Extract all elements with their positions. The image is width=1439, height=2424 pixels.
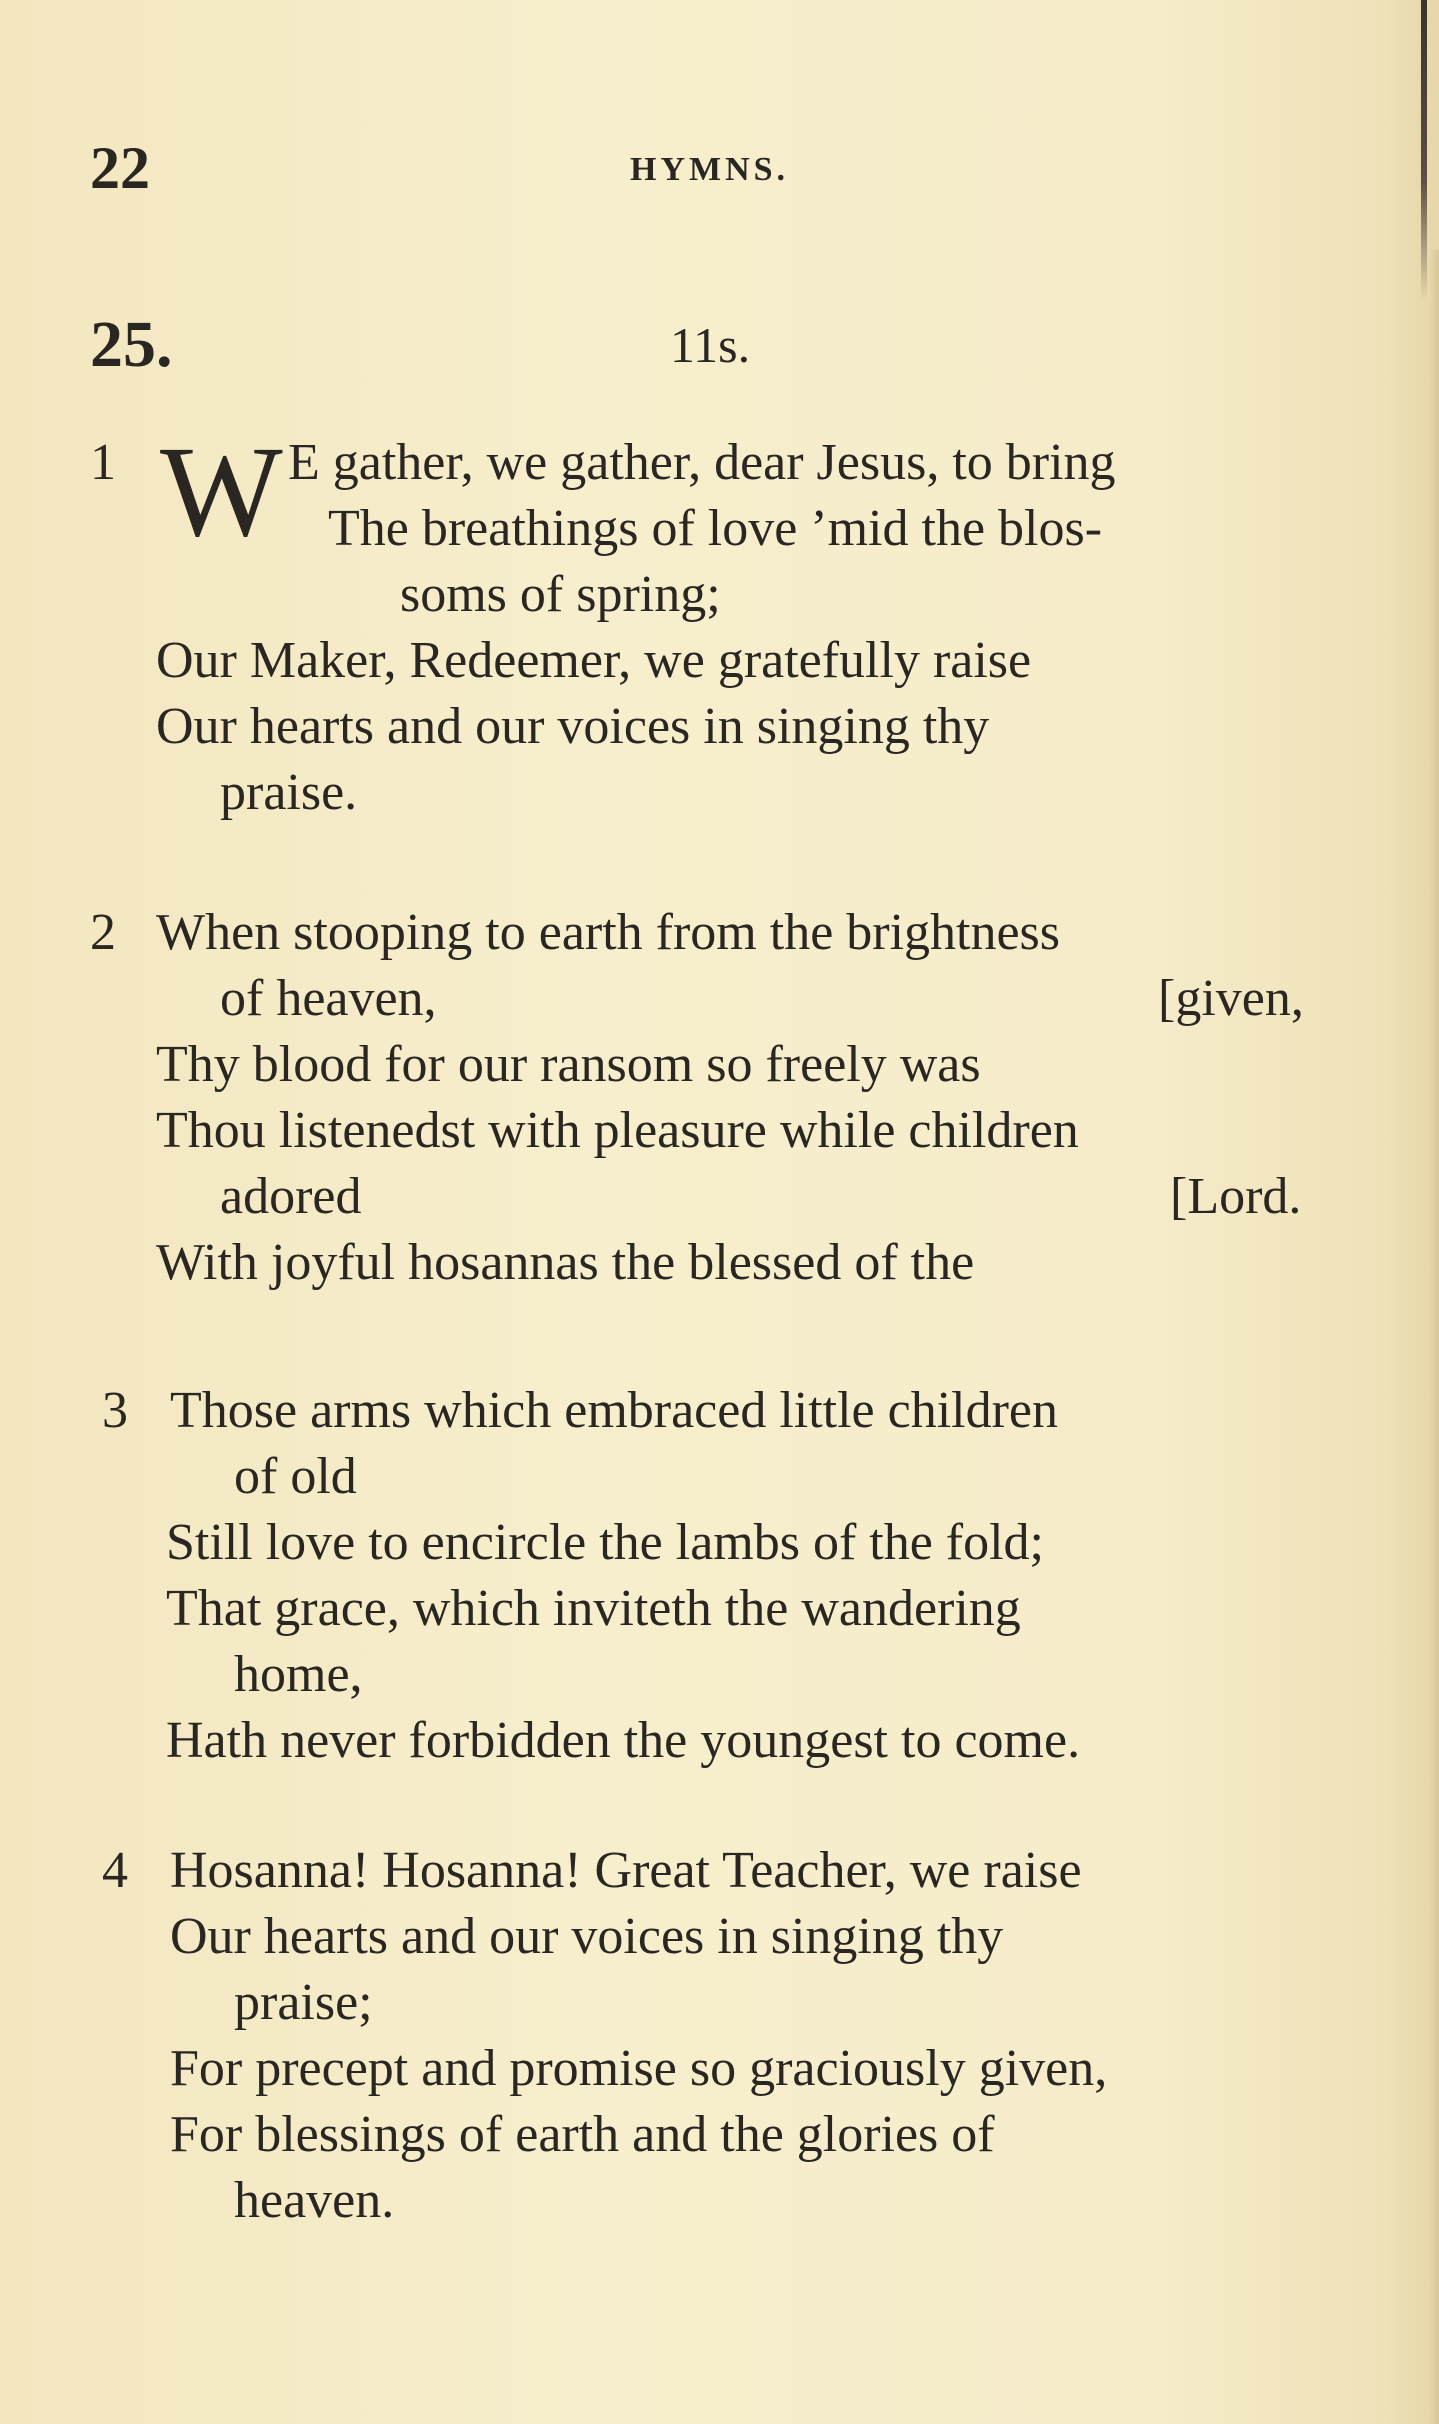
verse-line: of old — [234, 1448, 357, 1505]
hymn-number: 25. — [90, 308, 173, 381]
verse-line: adored — [220, 1168, 362, 1225]
verse-line: When stooping to earth from the brightness — [156, 904, 1061, 961]
verse-line: That grace, which inviteth the wandering — [166, 1580, 1021, 1637]
stanza-1 — [90, 420, 1350, 830]
verse-line: E gather, we gather, dear Jesus, to bring — [288, 434, 1116, 491]
stanza-number: 4 — [102, 1842, 128, 1899]
stanza-4 — [90, 1838, 1350, 2238]
stanza-2 — [90, 900, 1350, 1300]
page-number: 22 — [90, 135, 150, 201]
drop-cap: W — [160, 420, 283, 564]
hymn-meter: 11s. — [670, 317, 751, 373]
verse-line: Still love to encircle the lambs of the fold; — [166, 1514, 1045, 1571]
verse-line: Thou listenedst with pleasure while children — [156, 1102, 1079, 1159]
verse-line: Thy blood for our ransom so freely was — [156, 1036, 981, 1093]
verse-line: With joyful hosannas the blessed of the — [156, 1234, 975, 1291]
page-edge-shadow — [1421, 0, 1427, 300]
verse-line: Our hearts and our voices in singing thy — [156, 698, 990, 755]
verse-line: [given, — [1158, 970, 1304, 1027]
verse-line: Hath never forbidden the youngest to come. — [166, 1712, 1081, 1769]
stanza-number: 3 — [102, 1382, 128, 1439]
page-edge-gutter — [1429, 250, 1439, 2424]
hymn-heading — [90, 300, 1370, 390]
stanza-number: 1 — [90, 434, 116, 491]
stanza-number: 2 — [90, 904, 116, 961]
stanza-3 — [90, 1378, 1350, 1778]
verse-line: Our Maker, Redeemer, we gratefully raise — [156, 632, 1032, 689]
running-head — [90, 128, 1370, 208]
verse-line: Hosanna! Hosanna! Great Teacher, we raise — [170, 1842, 1082, 1899]
verse-line: praise; — [234, 1974, 373, 2031]
verse-line: [Lord. — [1170, 1168, 1302, 1225]
verse-line: For blessings of earth and the glories of — [170, 2106, 995, 2163]
verse-line: home, — [234, 1646, 363, 1703]
running-head-title: HYMNS. — [630, 151, 790, 188]
verse-line: heaven. — [234, 2172, 395, 2229]
verse-line: The breathings of love ’mid the blos- — [328, 500, 1103, 557]
verse-line: praise. — [220, 764, 358, 821]
verse-line: Those arms which embraced little children — [170, 1382, 1059, 1439]
verse-line: of heaven, — [220, 970, 437, 1027]
verse-line: Our hearts and our voices in singing thy — [170, 1908, 1004, 1965]
verse-line: For precept and promise so graciously given, — [170, 2040, 1108, 2097]
verse-line: soms of spring; — [400, 566, 721, 623]
